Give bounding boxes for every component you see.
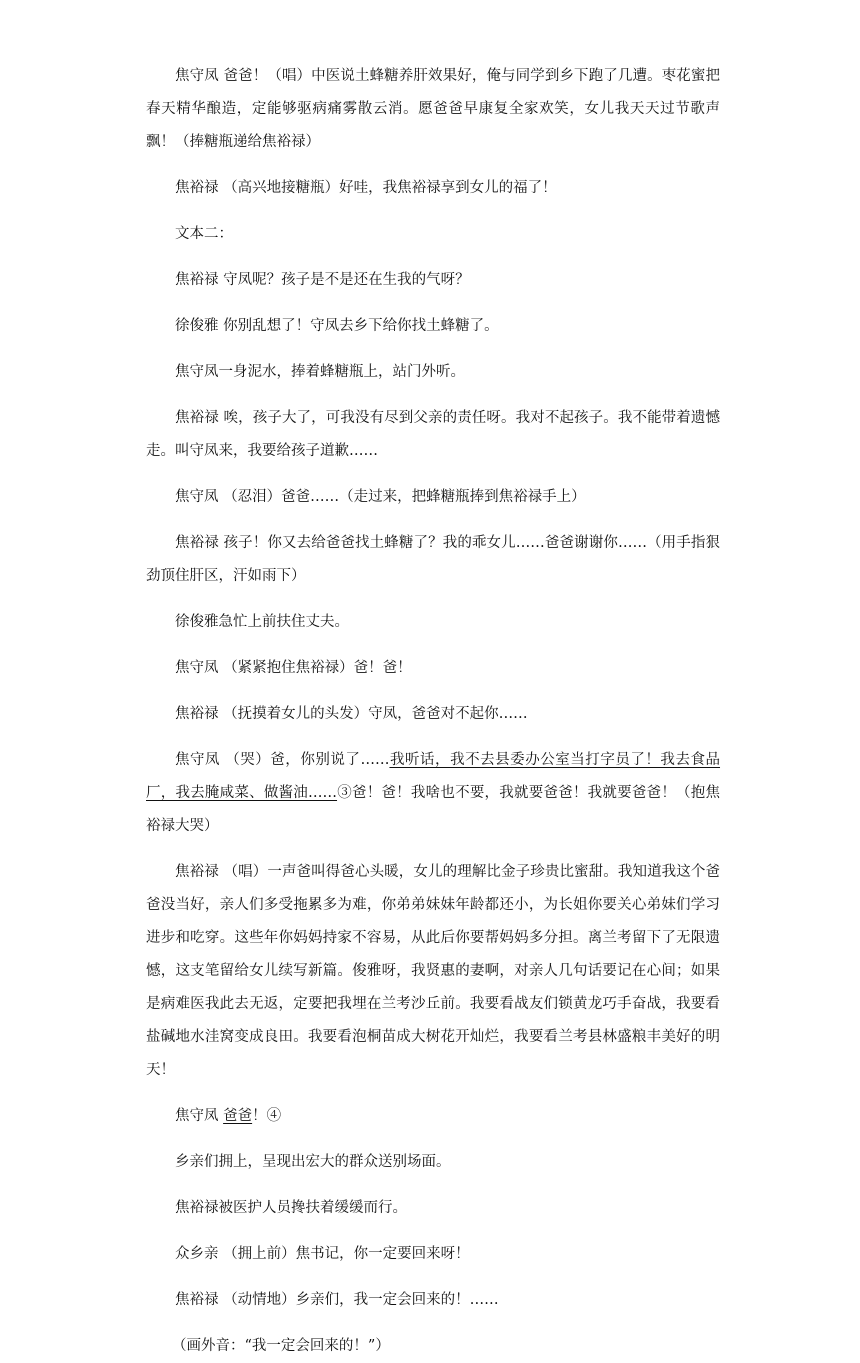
script-paragraph	[146, 606, 720, 639]
text-segment: 焦守凤一身泥水，捧着蜂糖瓶上，站门外听。	[175, 364, 465, 380]
underlined-text: 爸爸	[223, 1108, 253, 1124]
script-paragraph	[146, 856, 720, 1087]
text-segment: 焦裕禄被医护人员搀扶着缓缓而行。	[175, 1200, 407, 1216]
text-segment: 焦守凤 （哭）爸，你别说了……	[175, 752, 390, 768]
script-paragraph	[146, 1100, 720, 1133]
script-paragraph	[146, 1238, 720, 1271]
script-paragraph	[146, 1284, 720, 1317]
text-segment: 乡亲们拥上，呈现出宏大的群众送别场面。	[175, 1154, 451, 1170]
text-segment: 焦裕禄 守凤呢？孩子是不是还在生我的气呀？	[175, 272, 470, 288]
underlined-text: 我听话，我不去县委办公室当打字员了！我去食品厂，我去腌咸菜、做酱油……	[146, 752, 721, 801]
script-paragraph	[146, 264, 720, 297]
text-segment: 焦裕禄 （高兴地接糖瓶）好哇，我焦裕禄享到女儿的福了！	[175, 180, 557, 196]
text-segment: 徐俊雅急忙上前扶住丈夫。	[175, 614, 349, 630]
text-segment: （画外音：“我一定会回来的！”）	[172, 1338, 390, 1354]
script-paragraph	[146, 744, 720, 843]
text-segment: 文本二：	[175, 226, 233, 242]
script-paragraph	[146, 218, 720, 251]
text-segment: 焦守凤 爸爸！（唱）中医说土蜂糖养肝效果好，俺与同学到乡下跑了几遭。枣花蜜把春天精华酿造，定能够驱病痛雾散云消。愿爸爸早康复全家欢笑，女儿我天天过节歌声飘！（捧糖瓶递给焦裕禄）	[146, 68, 720, 150]
script-paragraph	[146, 1330, 720, 1363]
text-segment: 焦守凤	[175, 1108, 224, 1124]
script-paragraph	[146, 698, 720, 731]
script-paragraph	[146, 652, 720, 685]
text-segment: ③爸！爸！我啥也不要，我就要爸爸！我就要爸爸！（抱焦裕禄大哭）	[146, 785, 721, 834]
text-segment: 焦裕禄 （唱）一声爸叫得爸心头暖，女儿的理解比金子珍贵比蜜甜。我知道我这个爸爸没当好，亲人们多受拖累多为难，你弟弟妹妹年龄都还小，为长姐你要关心弟妹们学习进步和吃穿。这些年你妈妈持家不容易，从此后你要帮妈妈多分担。离兰考留下了无限遗憾，这支笔留给女儿续写新篇。俊雅呀，我贤惠的妻啊，对亲人几句话要记在心间；如果是病难医我此去无返，定要把我埋在兰考沙丘前。我要看战友们锁黄龙巧手奋战，我要看盐碱地水洼窝变成良田。我要看泡桐苗成大树花开灿烂，我要看兰考县林盛粮丰美好的明天！	[146, 864, 720, 1078]
script-paragraph	[146, 356, 720, 389]
script-paragraph	[146, 310, 720, 343]
text-segment: 焦裕禄 （动情地）乡亲们，我一定会回来的！……	[175, 1292, 499, 1308]
script-paragraph	[146, 60, 720, 159]
text-segment: 焦守凤 （忍泪）爸爸……（走过来，把蜂糖瓶捧到焦裕禄手上）	[175, 489, 586, 505]
text-segment: ！④	[252, 1108, 282, 1124]
script-paragraph	[146, 527, 720, 593]
text-segment: 焦裕禄 孩子！你又去给爸爸找土蜂糖了？我的乖女儿……爸爸谢谢你……（用手指狠劲顶住肝区，汗如雨下）	[146, 535, 720, 584]
script-paragraph	[146, 481, 720, 514]
script-paragraph	[146, 402, 720, 468]
text-segment: 众乡亲 （拥上前）焦书记，你一定要回来呀！	[175, 1246, 470, 1262]
script-paragraph	[146, 172, 720, 205]
text-segment: 焦守凤 （紧紧抱住焦裕禄）爸！爸！	[175, 660, 412, 676]
script-paragraph	[146, 1192, 720, 1225]
text-segment: 焦裕禄 （抚摸着女儿的头发）守凤，爸爸对不起你……	[175, 706, 528, 722]
text-segment: 徐俊雅 你别乱想了！守凤去乡下给你找土蜂糖了。	[175, 318, 499, 334]
script-paragraph	[146, 1146, 720, 1179]
text-segment: 焦裕禄 唉，孩子大了，可我没有尽到父亲的责任呀。我对不起孩子。我不能带着遗憾走。叫守凤来，我要给孩子道歉……	[146, 410, 720, 459]
